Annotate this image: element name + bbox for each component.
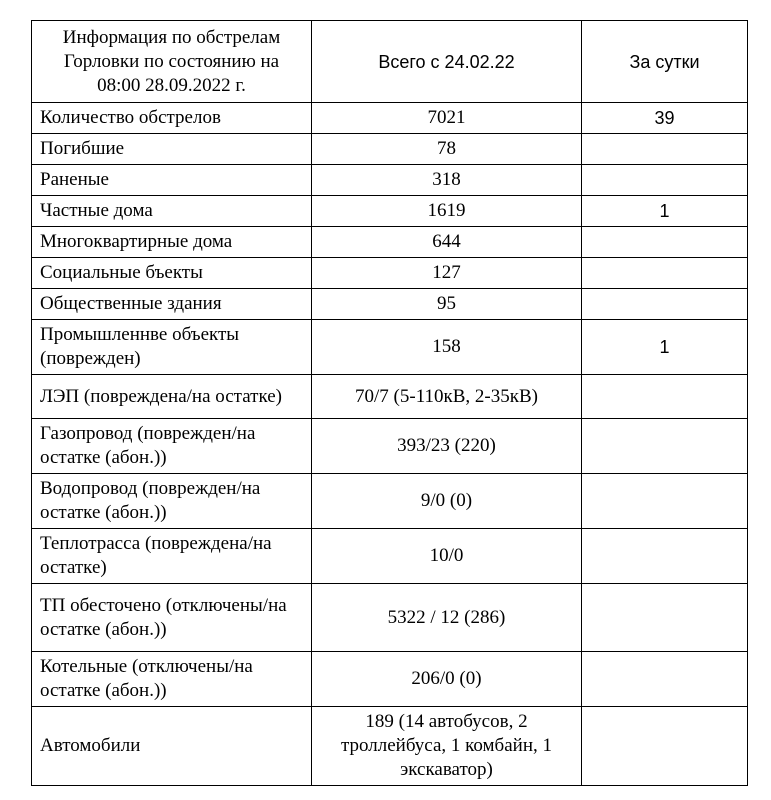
row-label: Частные дома	[32, 196, 312, 227]
table-row	[32, 584, 748, 652]
shelling-report-table	[31, 20, 748, 786]
table-row	[32, 134, 748, 165]
row-total: 127	[312, 258, 582, 289]
row-label: Раненые	[32, 165, 312, 196]
row-label: Теплотрасса (повреждена/на остатке)	[32, 529, 312, 584]
row-total: 206/0 (0)	[312, 652, 582, 707]
row-day	[582, 652, 748, 707]
column-header-total: Всего с 24.02.22	[312, 21, 582, 103]
row-total: 189 (14 автобусов, 2 троллейбуса, 1 комбайн, 1 экскаватор)	[312, 707, 582, 786]
row-total: 1619	[312, 196, 582, 227]
row-total: 318	[312, 165, 582, 196]
table-row	[32, 707, 748, 786]
table-row	[32, 652, 748, 707]
row-total: 393/23 (220)	[312, 419, 582, 474]
table-title: Информация по обстрелам Горловки по состоянию на 08:00 28.09.2022 г.	[32, 21, 312, 103]
row-total: 10/0	[312, 529, 582, 584]
row-label: ЛЭП (повреждена/на остатке)	[32, 375, 312, 419]
table-row	[32, 320, 748, 375]
table-row	[32, 529, 748, 584]
row-total: 78	[312, 134, 582, 165]
header-row	[32, 21, 748, 103]
row-day	[582, 474, 748, 529]
row-total: 644	[312, 227, 582, 258]
row-label: Общественные здания	[32, 289, 312, 320]
row-label: Газопровод (поврежден/на остатке (абон.))	[32, 419, 312, 474]
row-label: Погибшие	[32, 134, 312, 165]
row-day: 1	[582, 320, 748, 375]
table-row	[32, 196, 748, 227]
column-header-day: За сутки	[582, 21, 748, 103]
row-day	[582, 227, 748, 258]
row-day: 39	[582, 103, 748, 134]
row-label: Социальные бъекты	[32, 258, 312, 289]
row-day	[582, 165, 748, 196]
row-day	[582, 584, 748, 652]
table-row	[32, 103, 748, 134]
row-label: ТП обесточено (отключены/на остатке (абон.))	[32, 584, 312, 652]
row-label: Водопровод (поврежден/на остатке (абон.))	[32, 474, 312, 529]
row-total: 9/0 (0)	[312, 474, 582, 529]
row-day	[582, 258, 748, 289]
row-total: 5322 / 12 (286)	[312, 584, 582, 652]
row-day: 1	[582, 196, 748, 227]
table-row	[32, 258, 748, 289]
row-total: 70/7 (5-110кВ, 2-35кВ)	[312, 375, 582, 419]
row-day	[582, 289, 748, 320]
row-total: 158	[312, 320, 582, 375]
row-day	[582, 419, 748, 474]
table-row	[32, 375, 748, 419]
row-label: Количество обстрелов	[32, 103, 312, 134]
row-total: 7021	[312, 103, 582, 134]
row-day	[582, 134, 748, 165]
row-label: Автомобили	[32, 707, 312, 786]
row-total: 95	[312, 289, 582, 320]
table-row	[32, 289, 748, 320]
table-row	[32, 165, 748, 196]
table-row	[32, 419, 748, 474]
row-day	[582, 375, 748, 419]
table-row	[32, 227, 748, 258]
table-row	[32, 474, 748, 529]
row-label: Котельные (отключены/на остатке (абон.))	[32, 652, 312, 707]
row-day	[582, 707, 748, 786]
row-label: Промышленнве объекты (поврежден)	[32, 320, 312, 375]
row-day	[582, 529, 748, 584]
row-label: Многоквартирные дома	[32, 227, 312, 258]
